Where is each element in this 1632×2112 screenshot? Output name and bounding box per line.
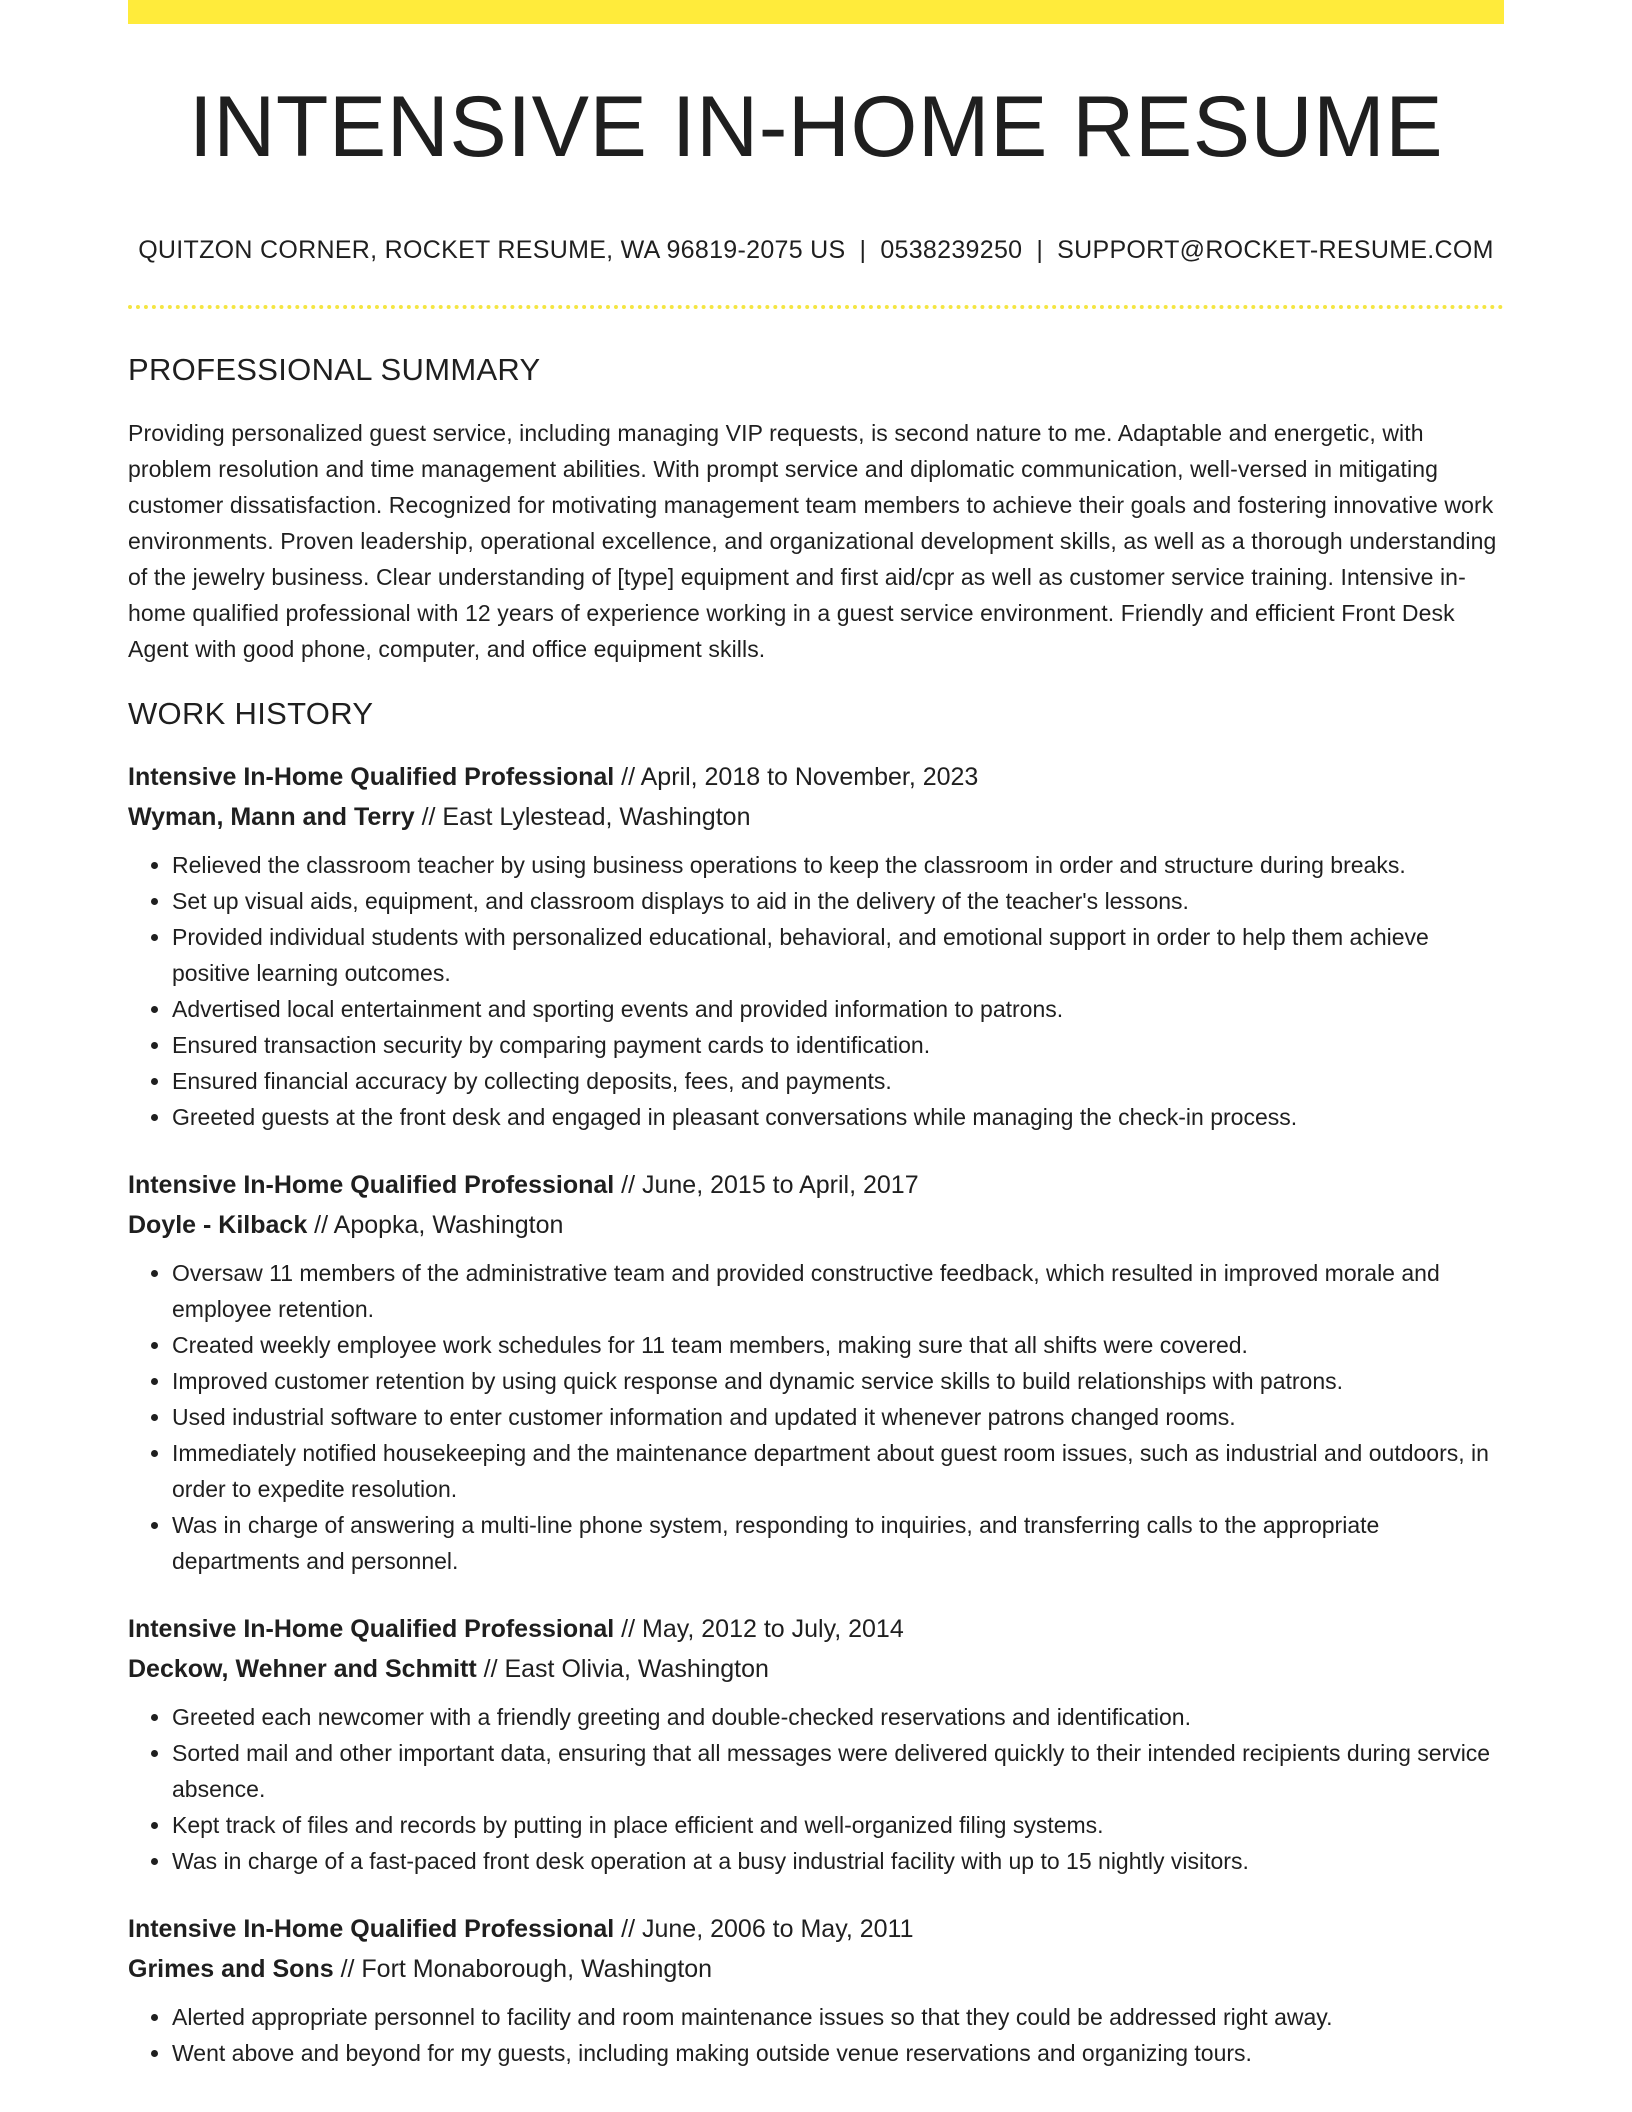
contact-email: SUPPORT@ROCKET-RESUME.COM [1057,236,1494,264]
job-bullet: • Advertised local entertainment and sporting events and provided information to patrons. [172,991,1504,1027]
job-company-line [128,1949,1504,1989]
resume-title: INTENSIVE IN-HOME RESUME [188,79,1444,175]
job-bullet: • Set up visual aids, equipment, and classroom displays to aid in the delivery of the teacher's lessons. [172,883,1504,919]
job-company-line [128,1649,1504,1689]
job-entry [128,757,1504,1135]
job-dates: // June, 2006 to May, 2011 [614,1915,914,1944]
job-title: Intensive In-Home Qualified Professional [128,763,615,792]
contact-separator: | [859,236,867,264]
job-location: // Fort Monaborough, Washington [333,1955,713,1984]
job-company: Wyman, Mann and Terry [128,803,415,832]
job-title: Intensive In-Home Qualified Professional [128,1615,615,1644]
job-company: Doyle - Kilback [128,1211,308,1240]
job-title: Intensive In-Home Qualified Professional [128,1171,615,1200]
job-company: Grimes and Sons [128,1955,334,1984]
job-bullet: • Provided individual students with personalized educational, behavioral, and emotional support in order to help them achieve positive learning outcomes. [172,919,1504,991]
job-entry [128,1165,1504,1579]
contact-line [128,236,1504,265]
job-bullet: • Ensured financial accuracy by collecting deposits, fees, and payments. [172,1063,1504,1099]
job-entry [128,1609,1504,1879]
job-entry [128,1909,1504,2071]
job-bullet: • Kept track of files and records by putting in place efficient and well-organized filing systems. [172,1807,1504,1843]
job-title-line [128,1609,1504,1649]
job-bullet: • Created weekly employee work schedules for 11 team members, making sure that all shifts were covered. [172,1327,1504,1363]
summary-heading: PROFESSIONAL SUMMARY [128,352,541,387]
job-dates: // May, 2012 to July, 2014 [614,1615,904,1644]
job-company-line [128,1205,1504,1245]
work-history-list [128,757,1504,2071]
summary-text: Providing personalized guest service, including managing VIP requests, is second nature to me. Adaptable and energetic, with problem resolution and time management abilities. With prompt service and diplomatic communication, well-versed in mitigating customer dissatisfaction. Recognized for motivating management team members to achieve their goals and fostering innovative work environments. Proven leadership, operational excellence, and organizational development skills, as well as a thorough understanding of the jewelry business. Clear understanding of [type] equipment and first aid/cpr as well as customer service training. Intensive in-home qualified professional with 12 years of experience working in a guest service environment. Friendly and efficient Front Desk Agent with good phone, computer, and office equipment skills. [128,420,1497,663]
resume-page [128,0,1504,2071]
job-bullet: • Relieved the classroom teacher by using business operations to keep the classroom in order and structure during breaks. [172,847,1504,883]
contact-address: QUITZON CORNER, ROCKET RESUME, WA 96819-2075 US [138,236,846,264]
job-bullet: • Sorted mail and other important data, ensuring that all messages were delivered quickly to their intended recipients during service absence. [172,1735,1504,1807]
job-title-line [128,757,1504,797]
job-title-line [128,1165,1504,1205]
job-bullet: • Alerted appropriate personnel to facility and room maintenance issues so that they could be addressed right away. [172,1999,1504,2035]
job-bullet: • Oversaw 11 members of the administrative team and provided constructive feedback, which resulted in improved morale and employee retention. [172,1255,1504,1327]
job-bullet: • Immediately notified housekeeping and the maintenance department about guest room issues, such as industrial and outdoors, in order to expedite resolution. [172,1435,1504,1507]
job-location: // East Olivia, Washington [476,1655,769,1684]
job-bullet: • Was in charge of a fast-paced front desk operation at a busy industrial facility with up to 15 nightly visitors. [172,1843,1504,1879]
job-company: Deckow, Wehner and Schmitt [128,1655,477,1684]
job-location: // Apopka, Washington [307,1211,564,1240]
contact-phone: 0538239250 [880,236,1023,264]
job-bullet: • Went above and beyond for my guests, including making outside venue reservations and organizing tours. [172,2035,1504,2071]
job-dates: // April, 2018 to November, 2023 [614,763,979,792]
job-bullet: • Ensured transaction security by comparing payment cards to identification. [172,1027,1504,1063]
job-bullet: • Was in charge of answering a multi-line phone system, responding to inquiries, and transferring calls to the appropriate departments and personnel. [172,1507,1504,1579]
job-title: Intensive In-Home Qualified Professional [128,1915,615,1944]
job-bullet-list [128,1999,1504,2071]
job-bullet: • Used industrial software to enter customer information and updated it whenever patrons changed rooms. [172,1399,1504,1435]
job-bullet: • Greeted guests at the front desk and engaged in pleasant conversations while managing the check-in process. [172,1099,1504,1135]
job-bullet: • Improved customer retention by using quick response and dynamic service skills to build relationships with patrons. [172,1363,1504,1399]
job-bullet-list [128,1699,1504,1879]
dotted-divider [128,305,1504,309]
accent-bar [128,0,1504,24]
job-bullet-list [128,847,1504,1135]
job-title-line [128,1909,1504,1949]
job-bullet-list [128,1255,1504,1579]
job-bullet: • Greeted each newcomer with a friendly greeting and double-checked reservations and identification. [172,1699,1504,1735]
work-history-heading: WORK HISTORY [128,696,374,732]
job-company-line [128,797,1504,837]
job-dates: // June, 2015 to April, 2017 [614,1171,919,1200]
job-location: // East Lylestead, Washington [414,803,751,832]
contact-separator: | [1036,236,1044,264]
